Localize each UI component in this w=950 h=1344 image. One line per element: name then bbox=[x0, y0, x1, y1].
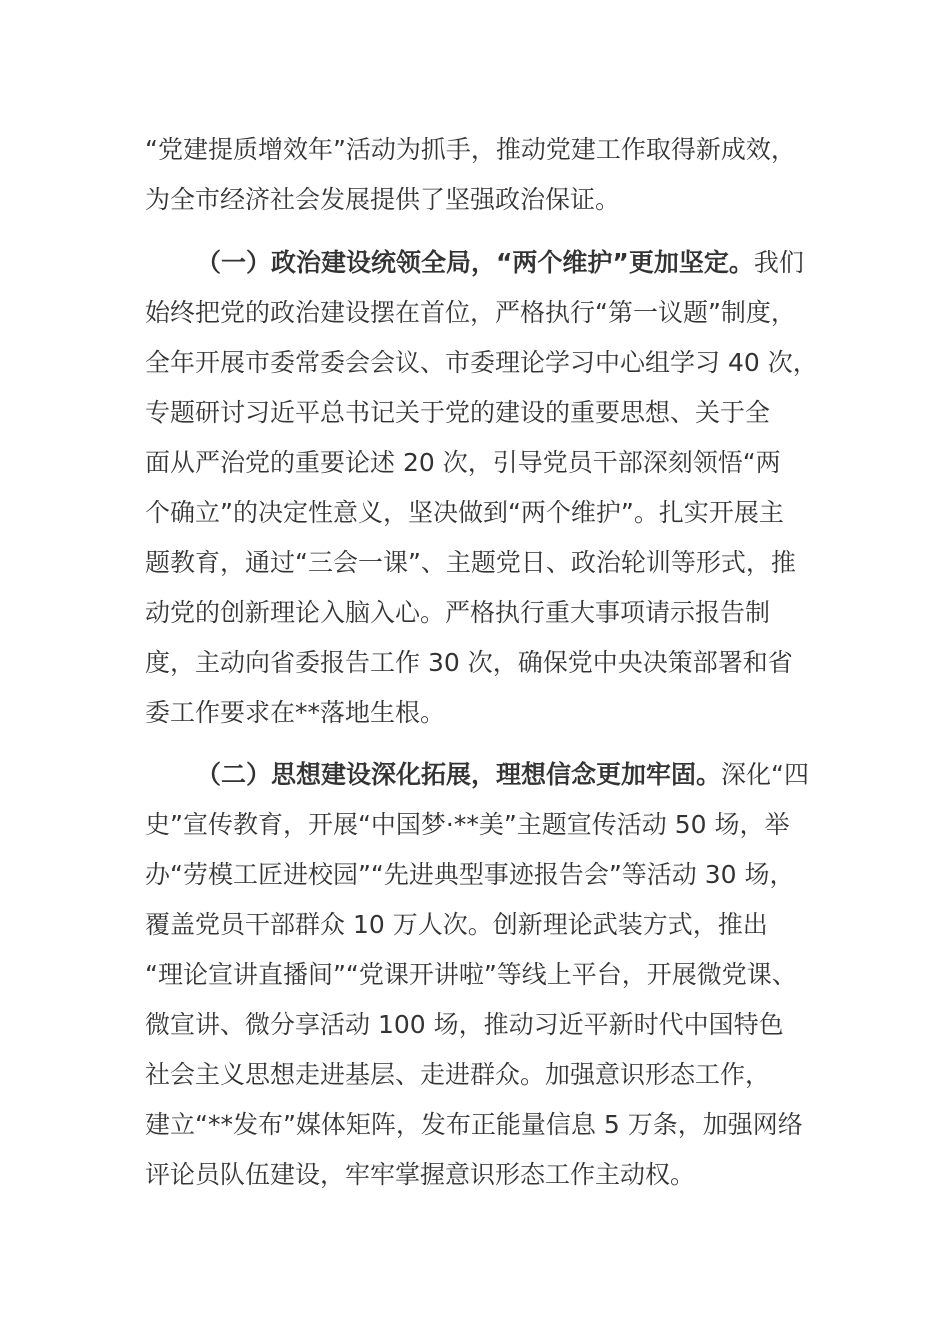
section-1-lead-text: 我们 bbox=[753, 248, 804, 277]
paragraph-line: 评论员队伍建设，牢牢掌握意识形态工作主动权。 bbox=[145, 1160, 696, 1189]
paragraph-line: 个确立”的决定性意义，坚决做到“两个维护”。扎实开展主 bbox=[145, 498, 784, 527]
paragraph-line: 办“劳模工匠进校园”“先进典型事迹报告会”等活动 30 场， bbox=[145, 860, 795, 889]
paragraph-line: 题教育，通过“三会一课”、主题党日、政治轮训等形式，推 bbox=[145, 548, 796, 577]
section-2-heading: （二）思想建设深化拓展，理想信念更加牢固。 bbox=[196, 760, 722, 789]
paragraph-line: 建立“**发布”媒体矩阵，发布正能量信息 5 万条，加强网络 bbox=[145, 1110, 803, 1139]
paragraph-line: 面从严治党的重要论述 20 次，引导党员干部深刻领悟“两 bbox=[145, 448, 781, 477]
paragraph-line: 始终把党的政治建设摆在首位，严格执行“第一议题”制度， bbox=[145, 298, 796, 327]
paragraph-line: 委工作要求在**落地生根。 bbox=[145, 698, 446, 727]
paragraph-line: 专题研讨习近平总书记关于党的建设的重要思想、关于全 bbox=[145, 398, 771, 427]
section-1-heading: （一）政治建设统领全局，“两个维护”更加坚定。 bbox=[196, 248, 754, 277]
paragraph-line: 度，主动向省委报告工作 30 次，确保党中央决策部署和省 bbox=[145, 648, 793, 677]
paragraph-line: 覆盖党员干部群众 10 万人次。创新理论武装方式，推出 bbox=[145, 910, 768, 939]
paragraph-line: 动党的创新理论入脑入心。严格执行重大事项请示报告制 bbox=[145, 598, 771, 627]
paragraph-line: 史”宣传教育，开展“中国梦·**美”主题宣传活动 50 场，举 bbox=[145, 810, 790, 839]
paragraph-line: 社会主义思想走进基层、走进群众。加强意识形态工作， bbox=[145, 1060, 771, 1089]
paragraph-line: 为全市经济社会发展提供了坚强政治保证。 bbox=[145, 185, 621, 214]
section-2-lead-text: 深化“四 bbox=[721, 760, 809, 789]
section-1-first-line bbox=[196, 246, 804, 280]
section-2-first-line bbox=[196, 758, 809, 792]
paragraph-line: 微宣讲、微分享活动 100 场，推动习近平新时代中国特色 bbox=[145, 1010, 784, 1039]
paragraph-line: “党建提质增效年”活动为抓手，推动党建工作取得新成效， bbox=[145, 135, 796, 164]
paragraph-line: “理论宣讲直播间”“党课开讲啦”等线上平台，开展微党课、 bbox=[145, 960, 797, 989]
paragraph-line: 全年开展市委常委会会议、市委理论学习中心组学习 40 次， bbox=[145, 348, 818, 377]
